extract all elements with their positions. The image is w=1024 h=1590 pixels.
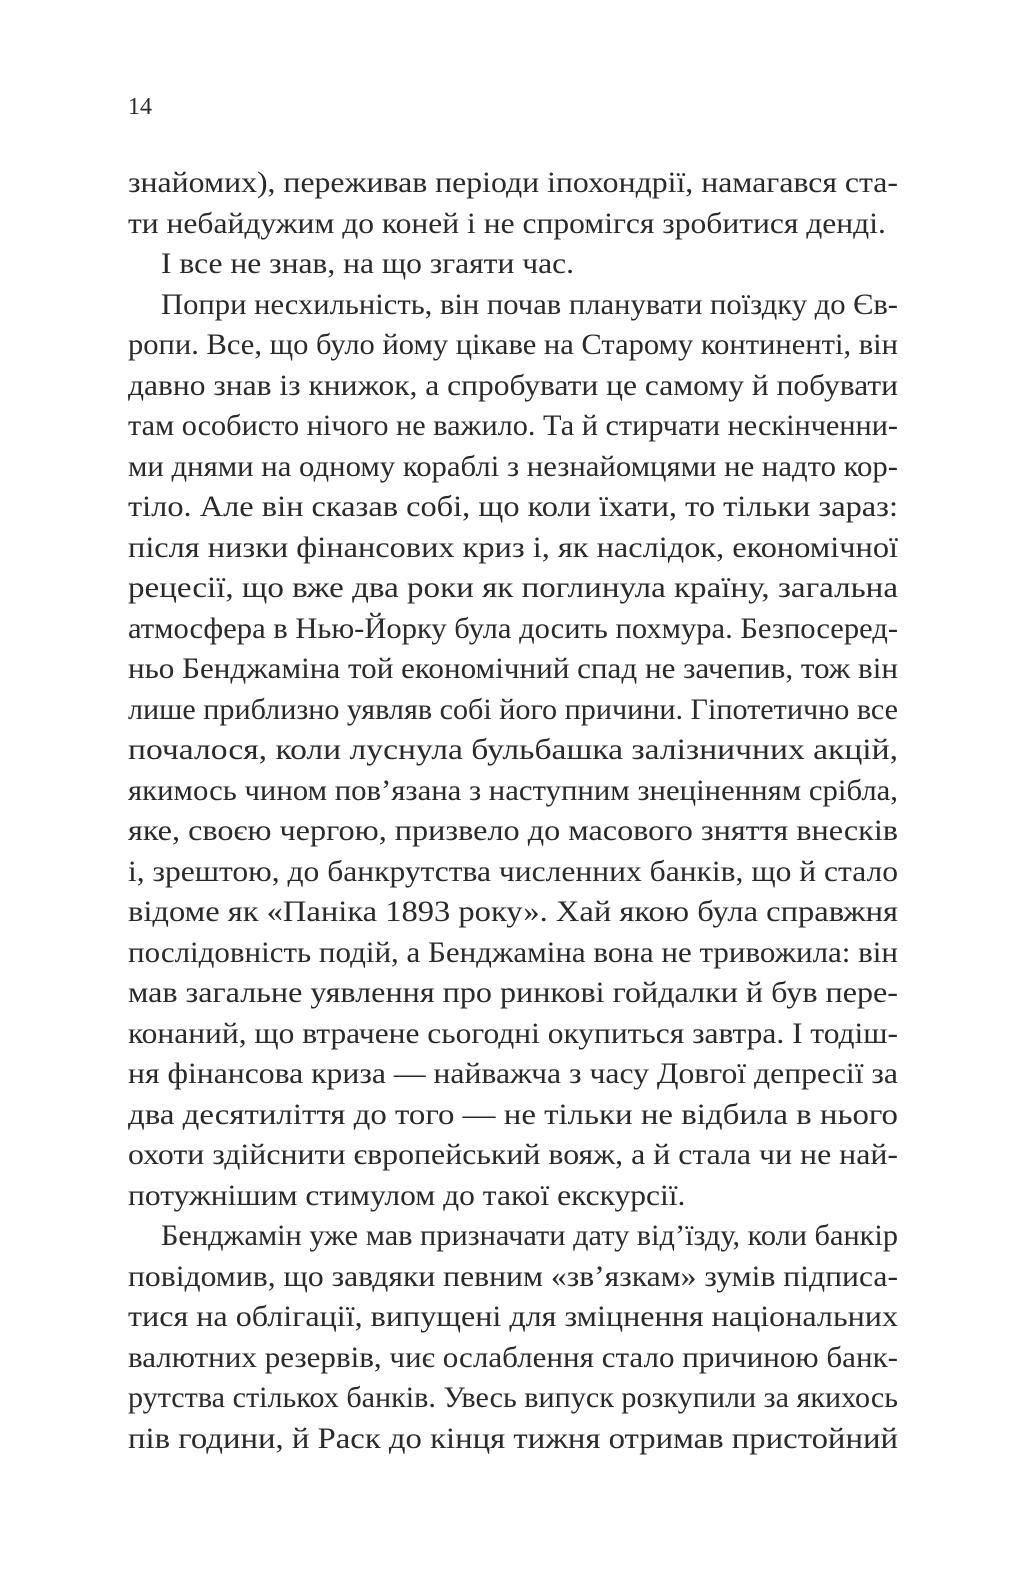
text-line [128,1135,898,1176]
text-line [128,163,898,204]
text-line-content: після низки фінансових криз і, як наслідок, економічної [128,530,898,564]
text-line-content: Бенджамін уже мав призначати дату від’їзду, коли банкір [161,1219,898,1252]
text-line [128,204,898,245]
text-line-content: ми днями на одному кораблі з незнайомцями не надто кор- [128,449,898,483]
text-line-content: охоти здійснити європейський вояж, а й стала чи не най- [128,1138,898,1171]
text-line [128,487,898,528]
text-line-content: І все не знав, на що згаяти час. [161,247,574,280]
text-line-content: атмосфера в Нью-Йорку була досить похмура. Безпосеред- [128,611,898,645]
text-line [128,852,898,893]
text-line [128,933,898,974]
text-line-content: ня фінансова криза — найважча з часу Довгої депресії за [128,1057,898,1090]
text-line [128,1257,898,1298]
text-line [128,609,898,650]
text-line [128,366,898,407]
text-line [128,528,898,569]
body-text [128,163,898,1459]
text-line-content: яке, своєю чергою, призвело до масового зняття внесків [128,814,898,847]
text-line [128,1297,898,1338]
text-line [128,244,898,285]
text-line [128,649,898,690]
text-line-content: давно знав із книжок, а спробувати це самому й побувати [128,368,899,402]
text-line [128,771,898,812]
text-line [128,285,898,326]
text-line-content: тися на облігації, випущені для зміцнення національних [128,1300,899,1333]
text-line-content: два десятиліття до того — не тільки не відбила в нього [128,1097,899,1131]
text-line-content: послідовність подій, а Бенджаміна вона не тривожила: він [128,935,898,969]
text-line [128,1378,898,1419]
text-line-content: рецесії, що вже два роки як поглинула країну, загальна [128,571,899,604]
text-line-content: і, зрештою, до банкрутства численних банків, що й стало [128,854,899,888]
text-line [128,1054,898,1095]
text-line-content: тіло. Але він сказав собі, що коли їхати, то тільки зараз: [128,490,898,523]
text-line-content: відоме як «Паніка 1893 року». Хай якою була справжня [128,895,898,928]
text-line-content: валютних резервів, чиє ослаблення стало причиною банк- [128,1340,898,1374]
text-line-content: рутства стількох банків. Увесь випуск розкупили за якихось [128,1381,898,1414]
text-line [128,568,898,609]
text-line [128,1176,898,1217]
text-line [128,1095,898,1136]
text-line [128,892,898,933]
text-line-content: почалося, коли луснула бульбашка залізничних акцій, [128,733,898,766]
text-line [128,811,898,852]
text-line [128,447,898,488]
text-line [128,690,898,731]
text-line [128,1014,898,1055]
text-line-content: Попри несхильність, він почав планувати поїздку до Єв- [161,287,898,321]
text-line [128,1419,898,1460]
text-line [128,406,898,447]
text-line-content: якимось чином пов’язана з наступним знеціненням срібла, [128,773,898,807]
text-line-content: повідомив, що завдяки певним «зв’язкам» зумів підписа- [128,1259,899,1293]
page-number: 14 [128,94,152,120]
text-line [128,973,898,1014]
text-line-content: ньо Бенджаміна той економічний спад не зачепив, тож він [128,652,899,685]
text-line-content: лише приблизно уявляв собі його причини. Гіпотетично все [128,692,899,726]
text-line-content: ти небайдужим до коней і не спромігся зробитися денді. [128,206,886,240]
text-line [128,325,898,366]
text-line-content: мав загальне уявлення про ринкові гойдалки й був пере- [128,976,898,1009]
text-line-content: потужнішим стимулом до такої екскурсії. [128,1178,686,1212]
text-line-content: там особисто нічого не важило. Та й стирчати нескінченни- [128,409,898,442]
text-line [128,730,898,771]
text-line-content: знайомих), переживав періоди іпохондрії, намагався ста- [128,166,898,199]
text-line-content: конаний, що втрачене сьогодні окупиться завтра. І тодіш- [128,1016,899,1050]
text-line [128,1338,898,1379]
text-line-content: пів години, й Раск до кінця тижня отримав пристойний [128,1421,898,1455]
text-line [128,1216,898,1257]
text-line-content: ропи. Все, що було йому цікаве на Старому континенті, він [128,328,898,361]
